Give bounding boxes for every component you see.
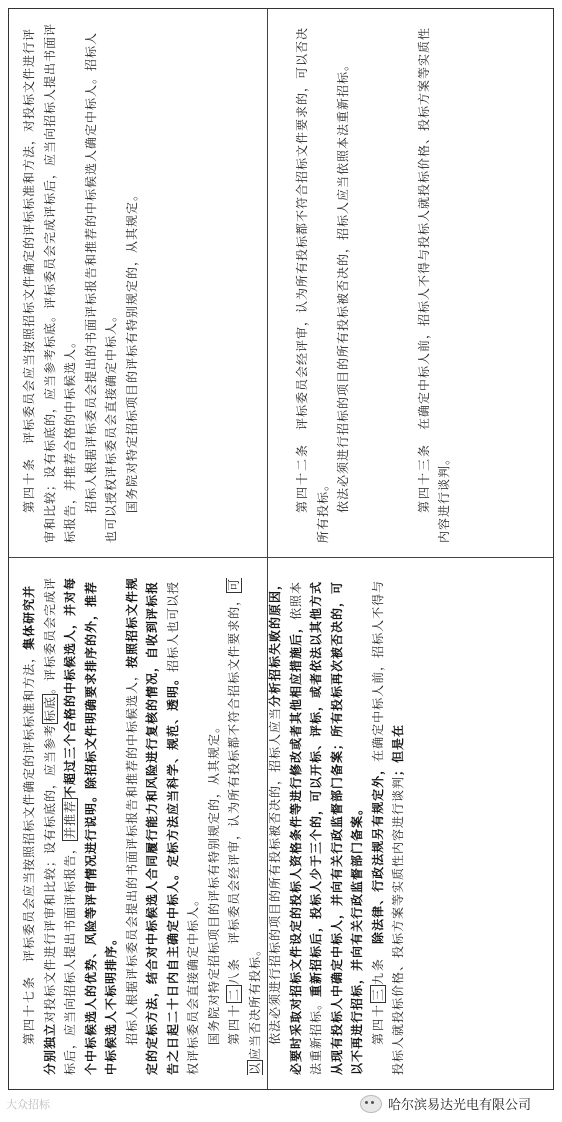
- old-art42-text2: 依法必须进行招标的项目的所有投标被否决的，招标人应当依照本法重新招标。: [336, 57, 350, 513]
- column-gap: [142, 23, 292, 543]
- new-art48-heading: 第四十二八条: [227, 956, 241, 1045]
- column-gap: [354, 23, 414, 543]
- old-art41-heading: 第四十条: [22, 456, 36, 513]
- new-art47-para2: 招标人根据评标委员会提出的书面评标报告和推荐的中标候选人，按照招标文件规定的定标方法，结合对中标候选人合同履行能力和风险进行复核的情况，自收到评标报告之日起二十日内自主确定中标人。定标方法应当科学、规范、透明。招标人也可以授权评标委员会直接确定中标人。: [124, 576, 200, 1075]
- old-text-marker: 标底: [42, 695, 57, 722]
- source-attribution: [360, 1094, 531, 1113]
- new-art47-para3: 国务院对特定招标项目的评标有特别规定的，从其规定。: [206, 719, 221, 1045]
- new-art49-heading: 第四十三九条: [370, 956, 385, 1045]
- old-art41-text2: 招标人根据评标委员会提出的书面评标报告和推荐的中标候选人确定中标人。招标人也可以授权评标委员会直接确定中标人。: [83, 31, 118, 543]
- old-version-text-region: [9, 9, 553, 557]
- watermark-text: 大众招标: [6, 1098, 50, 1111]
- company-name: 哈尔滨易达光电有限公司: [388, 1098, 532, 1113]
- old-art42-para2: [333, 23, 354, 543]
- old-text-marker: 可以: [227, 577, 262, 1075]
- new-art48-para1: 第四十二八条 评标委员会经评审，认为所有投标都不符合招标文件要求的，可以应当否决所有投标。: [227, 577, 262, 1075]
- new-art48-para2: 依法必须进行招标的项目的所有投标被否决的，招标人应当分析招标失败的原因，必要时采取对招标文件设定的投标人资格条件等进行修改或者其他相应措施后，依照本法重新招标。重新招标后，投标人少于三个的，可以开标、评标，或者依法以其他方式从现有投标人中确定中标人，并向有关行政监督部门备案；所有投标再次被否决的，可以不再进行招标，并向有关行政监督部门备案。: [268, 576, 364, 1075]
- old-art43-text1: 在确定中标人前，招标人不得与投标人就投标价格、投标方案等实质性内容进行谈判。: [416, 26, 451, 543]
- wechat-icon: [360, 1095, 382, 1113]
- old-art42-para1: [292, 23, 333, 543]
- new-art49-para1: 第四十三九条 除法律、行政法规另有规定外，在确定中标人前，招标人不得与投标人就投标价格、投标方案等实质性内容进行谈判；但是在: [370, 579, 405, 1075]
- old-text-marker: 并推荐: [63, 799, 77, 839]
- new-art47-heading: 第四十七条: [22, 974, 36, 1045]
- old-version-text: [9, 9, 553, 557]
- old-art42-text1: 评标委员会经评审，认为所有投标都不符合招标文件要求的，可以否决所有投标。: [295, 26, 330, 543]
- old-art41-text1: 评标委员会应当按照招标文件确定的评标标准和方法，对投标文件进行评审和比较；设有标底的，应当参考标底。评标委员会完成评标后，应当向招标人提出书面评标报告，并推荐合格的中标候选人。: [22, 22, 77, 543]
- old-art42-heading: 第四十二条: [295, 442, 309, 513]
- new-version-text: [9, 558, 553, 1089]
- new-art47-para1: 第四十七条 评标委员会应当按照招标文件确定的评标标准和方法，集体研究并分别独立对投标文件进行评审和比较；设有标底的，应当参考标底。评标委员会完成评标后，应当向招标人提出书面评标报告，并推荐不超过三个合格的中标候选人，并对每个中标候选人的优势、风险等评审情况进行说明。除招标文件明确要求排序的外，推荐中标候选人不标明排序。: [22, 576, 118, 1075]
- old-art43-para1: [414, 23, 455, 543]
- old-art41-para3: [122, 23, 143, 543]
- new-version-text-region: [9, 558, 553, 1089]
- old-art43-heading: 第四十三条: [416, 442, 431, 513]
- comparison-table: [8, 8, 554, 1090]
- old-art41-para1: [19, 23, 81, 543]
- old-art41-text3: 国务院对特定招标项目的评标有特别规定的，从其规定。: [124, 187, 139, 513]
- old-art41-para2: [81, 23, 122, 543]
